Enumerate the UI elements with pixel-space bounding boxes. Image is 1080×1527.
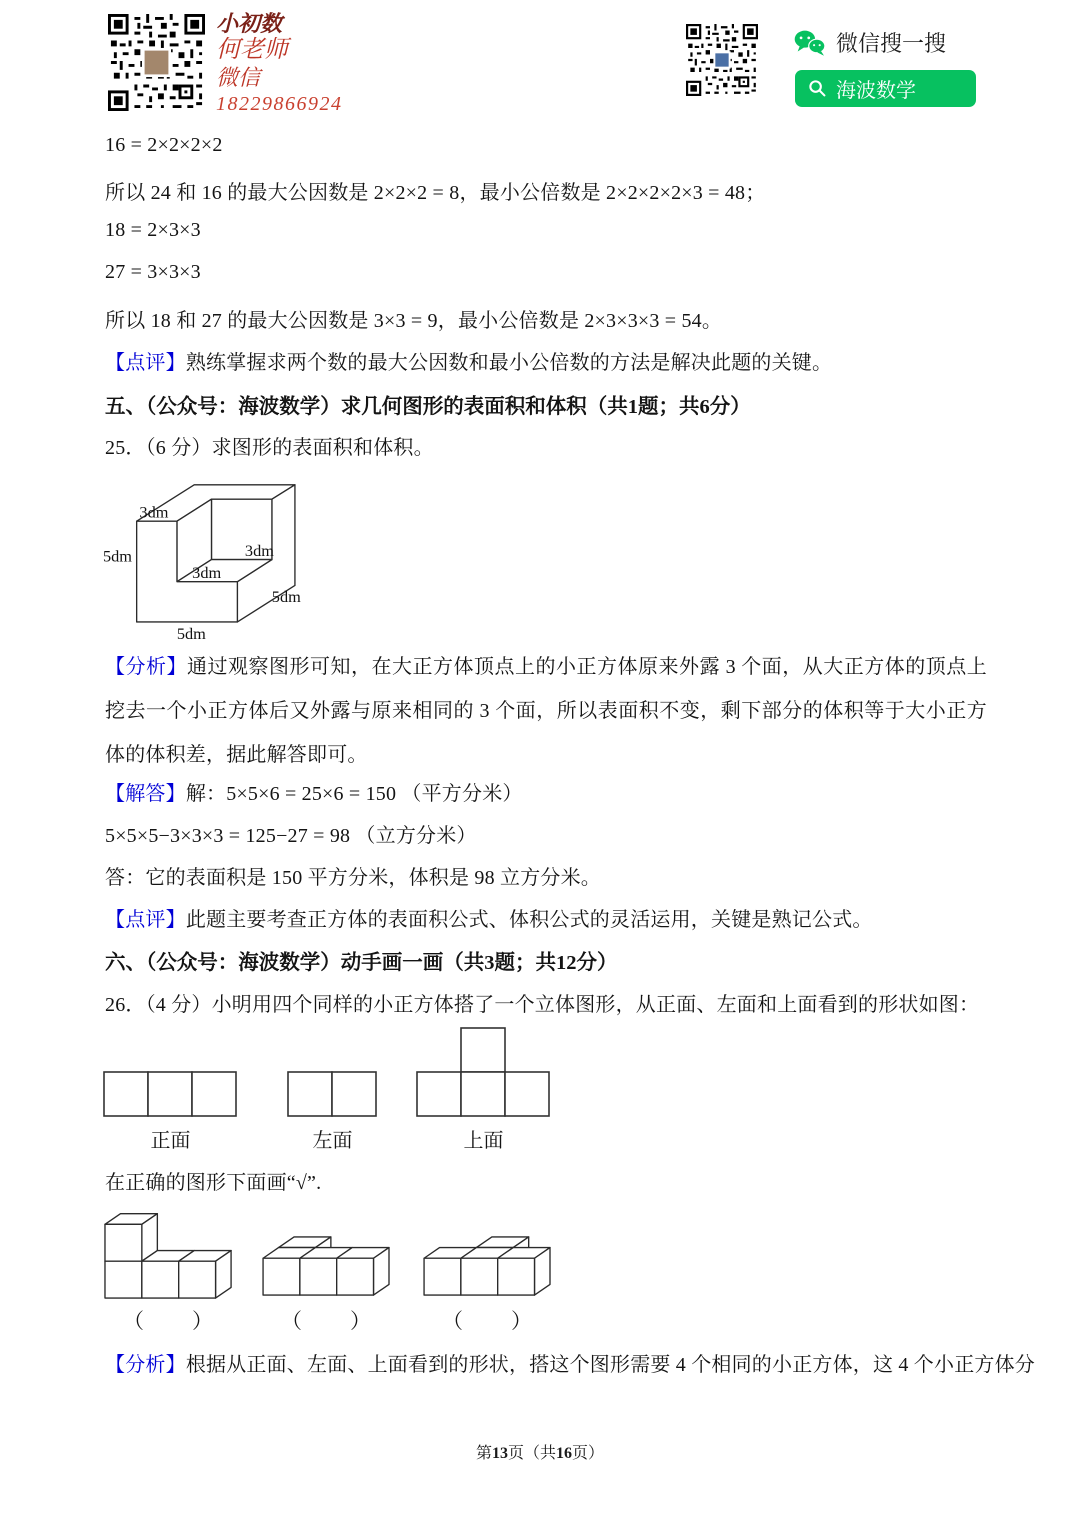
q25-figure-wrap xyxy=(98,456,324,649)
dim-notch-bottom: 3dm xyxy=(192,562,222,582)
solid-figure-q25 xyxy=(98,456,324,644)
comment-line-prev xyxy=(105,346,832,375)
page-footer xyxy=(0,1440,1080,1463)
top-view-figure xyxy=(416,1027,551,1123)
dim-left: 5dm xyxy=(102,546,132,566)
qr-code-image xyxy=(108,14,205,111)
formula-27: 27 = 3×3×3 xyxy=(105,261,201,283)
analysis-label: 【分析】 xyxy=(105,1354,186,1376)
q25-analysis xyxy=(105,645,987,777)
footer-suffix: 页） xyxy=(572,1445,605,1462)
section6-heading: 六、（公众号：海波数学）动手画一画（共3题；共12分） xyxy=(105,952,618,974)
wechat-search-label: 微信搜一搜 xyxy=(836,31,947,56)
footer-total-pages: 16 xyxy=(556,1445,572,1462)
top-view-label: 上面 xyxy=(463,1130,504,1152)
search-icon xyxy=(808,79,827,98)
comment-label: 【点评】 xyxy=(105,909,186,931)
front-view-label: 正面 xyxy=(150,1130,191,1152)
footer-page-number: 13 xyxy=(491,1445,508,1462)
comment-text: 熟练掌握求两个数的最大公因数和最小公倍数的方法是解决此题的关键。 xyxy=(185,352,833,374)
footer-middle: 页（共 xyxy=(507,1445,556,1462)
q25-answer-line2: 5×5×5−3×3×3 = 125−27 = 98 （立方分米） xyxy=(105,825,477,847)
q26-analysis xyxy=(105,1348,1035,1377)
formula-18: 18 = 2×3×3 xyxy=(105,219,201,241)
comment-text: 此题主要考查正方体的表面积公式、体积公式的灵活运用，关键是熟记公式。 xyxy=(185,909,873,931)
left-view-label: 左面 xyxy=(312,1130,353,1152)
contact-phone: 18229866924 xyxy=(216,93,343,115)
contact-info xyxy=(216,10,343,118)
q25-answer-line1 xyxy=(105,777,523,806)
wechat-search-header xyxy=(793,27,946,58)
front-view-figure xyxy=(103,1071,238,1123)
dim-notch-depth: 3dm xyxy=(244,540,274,560)
q26-instruction: 在正确的图形下面画“√”. xyxy=(105,1172,322,1194)
qr-code-image xyxy=(686,24,758,96)
contact-name: 小初数 xyxy=(216,11,283,36)
q25-comment xyxy=(105,903,873,932)
option3-answer-blank: （ ） xyxy=(442,1309,534,1333)
channel-qr-code xyxy=(686,24,758,96)
contact-qr-code xyxy=(108,14,205,111)
channel-search-pill[interactable] xyxy=(795,70,976,107)
channel-name: 海波数学 xyxy=(836,80,916,102)
analysis-label: 【分析】 xyxy=(105,656,188,678)
front-row-cubes xyxy=(424,1248,550,1295)
gcd-lcm-18-27: 所以 18 和 27 的最大公因数是 3×3 = 9，最小公倍数是 2×3×3×3 = 54。 xyxy=(105,310,723,332)
contact-teacher: 何老师 xyxy=(216,37,288,63)
stacked-cube xyxy=(105,1214,157,1262)
option3-figure xyxy=(423,1235,553,1302)
dim-front-bottom: 5dm xyxy=(176,624,206,644)
option2-answer-blank: （ ） xyxy=(281,1309,373,1333)
wechat-logo-icon xyxy=(793,28,827,58)
contact-wechat-label: 微信 xyxy=(216,65,261,90)
option2-figure xyxy=(262,1235,392,1302)
option1-answer-blank: （ ） xyxy=(123,1309,215,1333)
qr-center-logo xyxy=(714,52,729,67)
front-row-cubes xyxy=(263,1248,389,1295)
comment-label: 【点评】 xyxy=(105,352,186,374)
option1-figure xyxy=(104,1203,234,1305)
qr-center-avatar xyxy=(143,49,169,75)
q26-stem: 26．（4 分）小明用四个同样的小正方体搭了一个立体图形，从正面、左面和上面看到的形状如图： xyxy=(105,994,980,1016)
left-view-figure xyxy=(287,1071,378,1123)
formula-16: 16 = 2×2×2×2 xyxy=(105,134,223,156)
q25-answer-line3: 答：它的表面积是 150 平方分米，体积是 98 立方分米。 xyxy=(105,867,601,889)
gcd-lcm-24-16: 所以 24 和 16 的最大公因数是 2×2×2 = 8，最小公倍数是 2×2×2×2×3 = 48； xyxy=(105,182,766,204)
analysis-text: 通过观察图形可知，在大正方体顶点上的小正方体原来外露 3 个面，从大正方体的顶点上挖去一个小正方体后又外露与原来相同的 3 个面，所以表面积不变，剩下部分的体积等于大小正方体的体积差，据此解答即可。 xyxy=(105,656,987,766)
q25-stem: 25．（6 分）求图形的表面积和体积。 xyxy=(105,437,434,459)
dim-top: 3dm xyxy=(139,502,169,522)
answer-label: 【解答】 xyxy=(105,783,186,805)
answer-text1: 解：5×5×6 = 25×6 = 150 （平方分米） xyxy=(185,783,523,805)
section5-heading: 五、（公众号：海波数学）求几何图形的表面积和体积（共1题；共6分） xyxy=(105,396,751,418)
footer-prefix: 第 xyxy=(475,1445,492,1462)
dim-right-bottom: 5dm xyxy=(271,586,301,606)
analysis-text: 根据从正面、左面、上面看到的形状，搭这个图形需要 4 个相同的小正方体，这 4 个小正方体分 xyxy=(185,1354,1036,1376)
